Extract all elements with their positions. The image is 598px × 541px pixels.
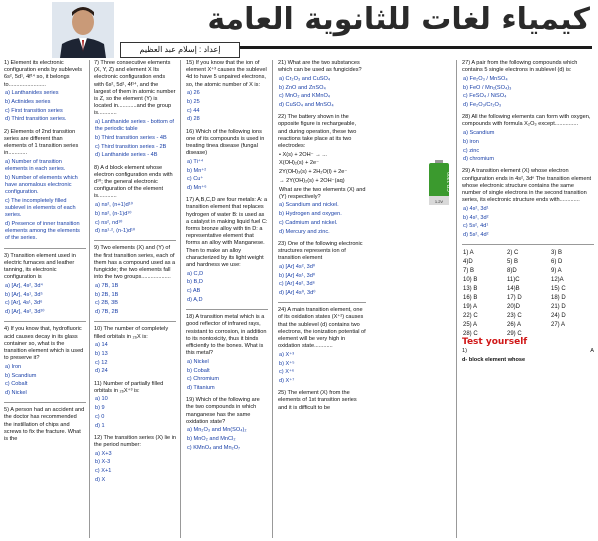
option: c) X⁺⁶ — [279, 369, 295, 376]
option: c) Cadmium and nickel. — [279, 219, 338, 226]
answer-cell: 28) C — [463, 331, 478, 338]
answer-row — [462, 321, 594, 330]
question-29 — [462, 168, 594, 239]
answer-cell: 24) D — [551, 313, 566, 320]
column-divider — [180, 60, 181, 538]
option: c) [Ar], 4s¹, 3d⁶ — [5, 300, 43, 307]
option: a) C,D — [187, 270, 204, 277]
question-9 — [94, 245, 176, 316]
option: b) FeO / Mn₂(SO₄)₃ — [463, 84, 512, 91]
question-prompt: What are the two elements (X) and (Y) respectively? — [279, 186, 366, 200]
reaction-line: • X(s) + 2OH⁻ → ... — [279, 151, 327, 158]
page-header — [0, 0, 598, 58]
test-question — [462, 348, 594, 355]
question-stem: 8) A d block element whose electron configuration ends with d¹⁰; the general electronic configuration of the element is............ — [94, 164, 173, 200]
divider — [4, 321, 86, 322]
option: d) 24 — [95, 368, 108, 375]
question-25 — [278, 390, 366, 412]
question-stem: 28) All the following elements can form with oxygen, compounds with formula X₂O₃ except............... — [462, 114, 591, 128]
reaction-line: → 2Y(OH)₂(s) + 2OH⁻(aq) — [279, 177, 345, 184]
header-rule — [240, 46, 592, 49]
answer-cell: 26) A — [507, 322, 522, 329]
option: b) Hydrogen and oxygen. — [279, 211, 342, 218]
question-stem: 2) Elements of 2nd transition series are different than elements of 1 transition series in............ — [4, 128, 79, 157]
answer-row — [462, 267, 594, 276]
option: a) Iron — [5, 363, 22, 370]
question-7 — [94, 60, 176, 160]
answer-cell: 19) A — [463, 304, 478, 311]
option: b) Number of elements which have anomalous electronic configuration. — [5, 174, 78, 196]
question-28 — [462, 114, 594, 163]
answer-cell: 3) B — [551, 250, 563, 257]
answer-cell: 20)D — [507, 304, 521, 311]
question-stem: 18) A transition metal which is a good reflector of infrared rays, resistant to corrosion, in addition to its nontoxicity, thus it binds efficiently to the bones. What is this metal? — [186, 314, 267, 357]
divider — [94, 240, 176, 241]
question-stem: 27) A pair from the following compounds which contains 5 single electrons in sublevel (d) is: — [462, 60, 578, 74]
option: a) [Ar], 4s², 3d⁴ — [5, 282, 43, 289]
option: b) B,D — [187, 279, 203, 286]
question-stem: 16) Which of the following ions one of its compounds is used in treating tinea disease (fungal disease) — [186, 128, 265, 157]
option: a) Lanthanide series - bottom of the periodic table — [95, 119, 174, 133]
divider — [4, 248, 86, 249]
column-5 — [462, 60, 594, 538]
column-divider — [89, 60, 90, 538]
option: a) [Ar] 4s², 3d⁰ — [279, 263, 316, 270]
option: b) Scandium — [5, 372, 37, 379]
answer-cell: 23) C — [507, 313, 522, 320]
option: c) The incompletely filled sublevel in elements of each series. — [5, 197, 76, 219]
column-4 — [278, 60, 366, 538]
answer-row — [462, 303, 594, 312]
option: d) Mn⁺⁶ — [187, 185, 207, 192]
option: d) chromium — [463, 156, 495, 163]
question-1 — [4, 60, 86, 124]
option: d) Lanthanide series - 4B — [95, 152, 158, 159]
option: d) Titanium — [187, 384, 215, 391]
option: d) [Ar] 4s⁰, 3d⁰ — [279, 289, 316, 296]
test-question-text: d- block element whose — [462, 356, 526, 363]
answer-cell: 6) D — [551, 259, 563, 266]
answer-cell: 25) A — [463, 322, 478, 329]
question-stem: 19) Which of the following are the two compounds in which manganese has the same oxidation state? — [186, 397, 260, 425]
battery-image — [428, 160, 453, 206]
option: c) AB — [187, 288, 201, 295]
question-stem: 23) One of the following electronic structures represents ion of transition element — [278, 240, 363, 262]
test-yourself-heading: Test yourself — [462, 337, 528, 348]
option: d) Nickel — [5, 389, 27, 396]
question-24 — [278, 307, 366, 385]
divider — [4, 402, 86, 403]
divider — [94, 321, 176, 322]
answer-cell: 9) A — [551, 268, 562, 275]
option: a) 4s², 3d¹ — [463, 205, 489, 212]
question-3 — [4, 253, 86, 317]
option: c) FeSO₄ / NiSO₄ — [463, 93, 507, 100]
question-stem: 5) A person had an accident and the doctor has recommended the instillation of chips and screws to fix the fracture. What is the — [4, 407, 85, 442]
answer-cell: 12)A — [551, 277, 564, 284]
question-stem: 9) Two elements (X) and (Y) of the first transition series, each of them has a compound used as a fungicide; the two elements fall into the two groups................... — [94, 245, 176, 281]
answer-row — [462, 285, 594, 294]
divider — [278, 302, 366, 303]
option: b) ns², (n-1)d¹⁰ — [95, 210, 132, 217]
author-label: إعداد : إسلام عبد العظيم — [120, 42, 240, 58]
column-divider — [272, 60, 273, 538]
column-3 — [186, 60, 268, 538]
option: b) 13 — [95, 350, 108, 357]
option: b) [Ar], 4s¹, 3d⁵ — [5, 291, 43, 298]
option: b) iron — [463, 138, 479, 145]
question-stem: 24) A main transition element, one of its oxidation states (X⁺²) causes that the sublevel (d) contains two electrons, the ionization potential of element will be very high in oxidation state............ — [278, 307, 366, 350]
question-16 — [186, 129, 268, 193]
answer-key — [462, 249, 594, 339]
question-19 — [186, 397, 268, 452]
option: b) Actinides series — [5, 99, 51, 106]
answer-cell: 4)D — [463, 259, 473, 266]
option: a) Scandium — [463, 130, 495, 137]
option: a) Nickel — [187, 358, 209, 365]
answer-cell: 15) C — [551, 286, 566, 293]
option: c) zinc — [463, 147, 480, 154]
option: d) 28 — [187, 116, 200, 123]
answer-cell: 29) C — [507, 331, 522, 338]
question-27 — [462, 60, 594, 109]
option: d) Third transition series. — [5, 116, 67, 123]
author-photo — [52, 2, 114, 58]
answer-cell: 11)C — [507, 277, 520, 284]
answer-cell: 1) A — [463, 250, 474, 257]
option: b) X⁺⁵ — [279, 360, 295, 367]
answer-cell: 22) C — [463, 313, 478, 320]
option: a) 7B, 1B — [95, 282, 119, 289]
divider — [462, 244, 594, 245]
answer-cell: 7) B — [463, 268, 475, 275]
option: a) Scandium and nickel. — [279, 202, 339, 209]
option: d) 1 — [95, 422, 105, 429]
question-8 — [94, 165, 176, 236]
option: b) Mn⁺² — [187, 167, 207, 174]
question-stem: 10) The number of completely filled orbitals in ₂₆X is: — [94, 326, 169, 340]
battery-brand: GP 1300 — [447, 172, 453, 192]
question-2 — [4, 129, 86, 243]
option: d) A,D — [187, 296, 203, 303]
option: b) X-3 — [95, 459, 111, 466]
option: d) 5s², 4d² — [463, 232, 489, 239]
question-stem: 22) The battery shown in the opposite figure is rechargeable, and during operation, these two reactions take place at its two electrodes: — [278, 114, 357, 150]
answer-cell: 8)D — [507, 268, 517, 275]
answer-cell: 21) D — [551, 304, 566, 311]
question-stem: 15) If you know that the ion of element X⁺³ causes the sublevel 4d to have 5 unpaired electrons, so, the atomic number of X is: — [186, 60, 267, 88]
question-21 — [278, 60, 366, 109]
option: a) Fe₂O₃ / MnSO₄ — [463, 75, 508, 82]
option: c) Cobalt — [5, 381, 28, 388]
option: b) [Ar] 4s¹, 3d⁰ — [279, 272, 316, 279]
option: d) ns¹·², (n-1)d¹⁰ — [95, 228, 136, 235]
option: c) 12 — [95, 359, 108, 366]
option: a) Number of transition elements in each series. — [5, 158, 66, 173]
answer-cell: 18) D — [551, 295, 566, 302]
option: c) X+1 — [95, 468, 112, 475]
question-stem: 29) A transition element (X) whose electron configuration ends in 4s², 3dⁿ The transition element whose electronic structure contains the same number of single electrons in the second transition series, its electronic structure ends with............. — [462, 168, 592, 204]
option: d) [Ar], 4s², 3d¹⁰ — [5, 309, 45, 316]
answer-cell: 17) D — [507, 295, 522, 302]
option: c) [Ar] 4s², 3d⁶ — [279, 281, 315, 288]
option: c) First transition series — [5, 107, 63, 114]
option: a) Mn₂O₃ and Mn(SO₄)₂ — [187, 427, 247, 434]
option: d) 7B, 2B — [95, 309, 119, 316]
question-17 — [186, 197, 268, 304]
option: c) Chromium — [187, 376, 220, 383]
answer-cell: 16) B — [463, 295, 478, 302]
option: c) 0 — [95, 413, 105, 420]
option: d) Fe₂O₃/Cr₂O₃ — [463, 102, 502, 109]
option: b) 4s², 3d² — [463, 214, 489, 221]
question-4 — [4, 326, 86, 397]
question-stem: 12) The transition series (X) lie in the period number: — [94, 434, 176, 448]
option: a) 14 — [95, 342, 108, 349]
reaction-line: 2Y(OH)₃(s) + 2H₂O(l) + 2e⁻ — [279, 169, 348, 176]
option: a) X⁺³ — [279, 351, 295, 358]
column-2 — [94, 60, 176, 538]
option: a) 10 — [95, 396, 108, 403]
answer-cell: 2) C — [507, 250, 519, 257]
battery-voltage: 1.2V — [434, 199, 444, 204]
option: c) 2B, 3B — [95, 300, 119, 307]
option: b) MnO₂ and MnCl₂ — [187, 436, 236, 443]
option: c) 5s², 4d¹ — [463, 223, 489, 230]
test-question-label: A — [590, 348, 594, 355]
option: b) Cobalt — [187, 367, 210, 374]
answer-cell: 14)B — [507, 286, 520, 293]
question-stem: 17) A,B,C,D are four metals: A: a transition element that replaces hydrogen of water B: is used as a catalyst in making liquid fuel C: forms bronze alloy with tin D: a representative element that forms an alloy with Manganese. Then to make an alloy characterized by its light weight and hardness we use: — [186, 197, 268, 269]
question-11 — [94, 381, 176, 430]
answer-row — [462, 249, 594, 258]
option: d) X⁺⁷ — [279, 378, 295, 385]
option: c) 44 — [187, 107, 200, 114]
question-stem: 4) If you know that, hydrofluoric acid causes decay in its glass container so, what is the transition element which is used to preserve it? — [4, 326, 84, 362]
option: a) Ti⁺⁴ — [187, 158, 204, 165]
option: c) MnO₂ and KMnO₄ — [279, 93, 331, 100]
test-question-number: 1) — [462, 348, 467, 355]
question-12 — [94, 435, 176, 484]
option: c) Cu⁺ — [187, 176, 204, 183]
divider — [186, 309, 268, 310]
option: b) 2B, 1B — [95, 291, 119, 298]
answer-cell: 27) A — [551, 322, 566, 329]
option: b) 9 — [95, 405, 105, 412]
option: d) Presence of inner transition elements among the elements of the series. — [5, 221, 80, 242]
question-stem: 1) Element its electronic configuration ends by sublevels 6s², 5d¹, 4f¹⁴ so, it belongs to........................ — [4, 60, 83, 88]
question-23 — [278, 241, 366, 297]
question-stem: 21) What are the two substances which can be used as fungicides? — [278, 60, 362, 74]
option: c) ns², nd¹⁰ — [95, 219, 123, 226]
answer-cell: 13) B — [463, 286, 478, 293]
option: a) Cr₂O₃ and CuSO₄ — [279, 75, 331, 82]
question-18 — [186, 314, 268, 392]
answer-cell — [550, 330, 594, 339]
option: a) ns², (n+1)d¹⁰ — [95, 202, 133, 209]
option: d) X — [95, 476, 106, 483]
answer-cell: 10) B — [463, 277, 478, 284]
answer-cell: 5) B — [507, 259, 519, 266]
reaction-line: X(OH)₂(s) + 2e⁻ — [279, 160, 320, 167]
question-5 — [4, 407, 86, 443]
answer-row — [462, 276, 594, 285]
answer-row — [462, 294, 594, 303]
question-stem: 7) Three consecutive elements (X, Y, Z) and element X Its electronic configuration ends with 6s², 5d¹, 4f¹⁴, and the largest of them in atomic number is Z, so the element (Y) is located in............and the group is............ — [94, 60, 176, 117]
option: d) Mercury and zinc. — [279, 228, 330, 235]
question-stem: 11) Number of partially filled orbitals in ₂₆X⁺³ is: — [94, 380, 164, 394]
option: b) Third transition series - 4B — [95, 135, 167, 142]
option: c) Third transition series - 2B — [95, 143, 167, 150]
option: b) ZnO and ZnSO₄ — [279, 84, 326, 91]
option: a) 26 — [187, 90, 200, 97]
question-stem: 25) The element (X) from the elements of 1st transition series and it is difficult to be — [278, 390, 357, 411]
option: a) X+3 — [95, 450, 112, 457]
option: b) 25 — [187, 99, 200, 106]
question-15 — [186, 60, 268, 124]
option: a) Lanthanides series — [5, 90, 59, 97]
column-1 — [4, 60, 86, 538]
answer-row — [462, 258, 594, 267]
question-stem: 3) Transition element used in electric furnaces and leather tanning, its electronic configuration is — [4, 252, 76, 281]
column-divider — [456, 60, 457, 538]
page-title: كيمياء لغات للثانوية العامة — [207, 2, 590, 37]
question-10 — [94, 326, 176, 375]
option: d) CuSO₄ and MnSO₄ — [279, 102, 334, 109]
answer-row — [462, 312, 594, 321]
question-22 — [278, 114, 366, 236]
option: c) KMnO₄ and Mn₂O₇ — [187, 444, 241, 451]
